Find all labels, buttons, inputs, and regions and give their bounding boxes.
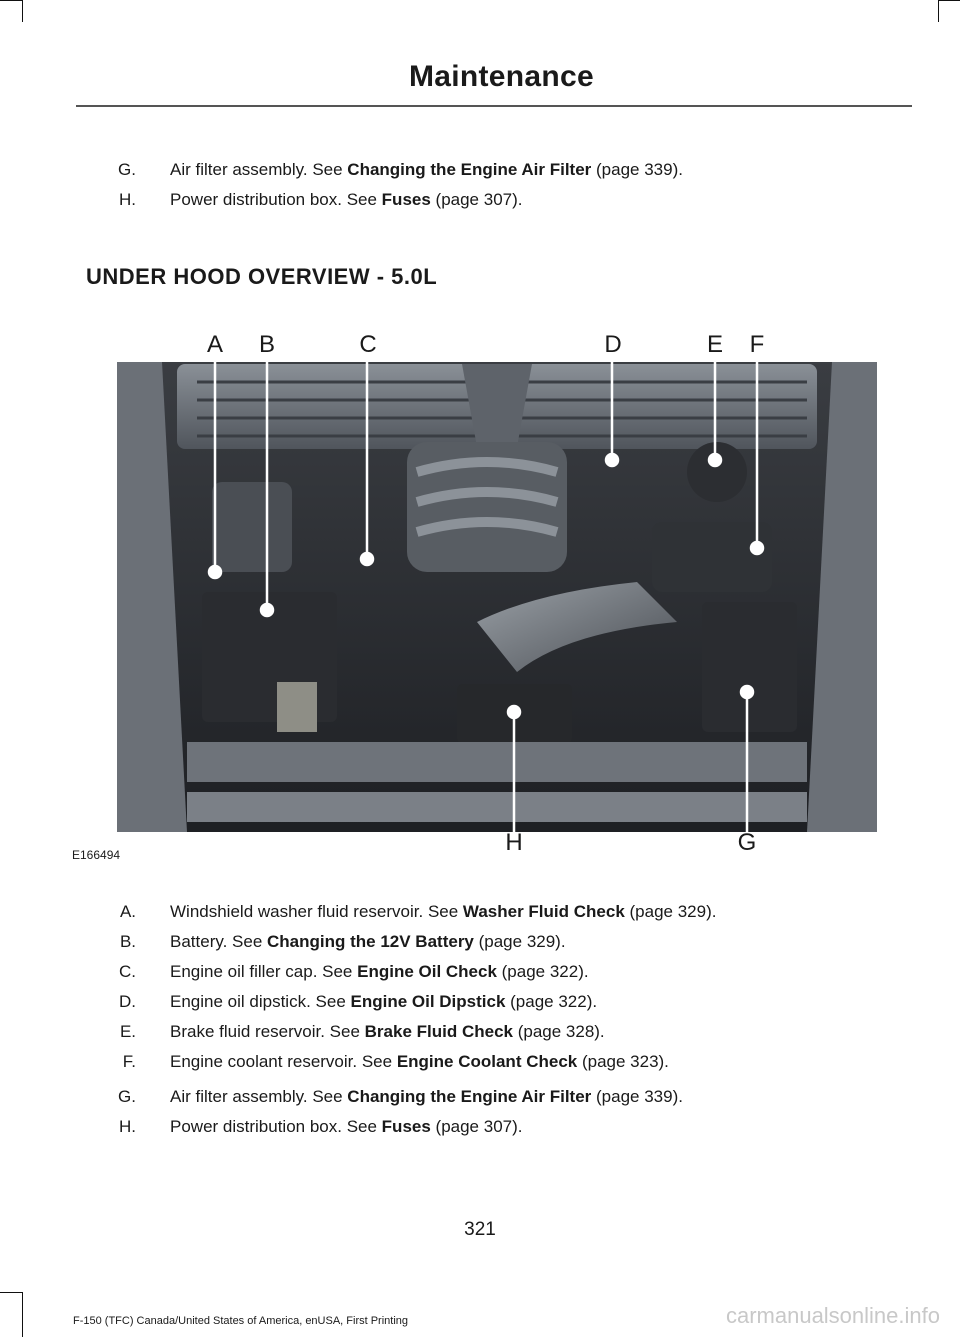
engine-bay-figure [117,322,877,852]
callout-label-f: F [749,331,765,358]
item-letter: C. [119,962,136,981]
item-text: Brake fluid reservoir. See Brake Fluid Check (page 328). [170,1022,605,1041]
item-letter: F. [122,1052,136,1071]
item-letter: E. [119,1022,136,1041]
section-title: UNDER HOOD OVERVIEW - 5.0L [86,264,438,289]
item-text: Engine oil dipstick. See Engine Oil Dipstick (page 322). [170,992,598,1011]
callout-label-a: A [206,331,224,358]
legend-item-h [0,1117,960,1145]
callout-label-c: C [359,331,377,358]
item-reference[interactable]: Washer Fluid Check [462,902,625,921]
item-reference[interactable]: Engine Oil Dipstick [350,992,506,1011]
legend-item-e [0,1022,960,1050]
legend-item-b [0,932,960,960]
callout-label-g: G [737,829,757,852]
crop-mark [22,1292,23,1337]
callout-label-h: H [505,829,523,852]
item-reference[interactable]: Engine Coolant Check [396,1052,578,1071]
legend-item-d [0,992,960,1020]
page-header-title: Maintenance [408,60,594,93]
item-text: Power distribution box. See Fuses (page 307). [170,1117,523,1136]
item-text: Battery. See Changing the 12V Battery (page 329). [170,932,566,951]
item-text: Power distribution box. See Fuses (page 307). [170,190,523,209]
callout-label-e: E [706,331,724,358]
item-reference[interactable]: Engine Oil Check [357,962,497,981]
crop-mark [0,0,22,1]
item-letter: A. [119,902,136,921]
item-reference[interactable]: Fuses [381,190,431,209]
header-divider [76,105,912,107]
crop-mark [0,1292,22,1293]
crop-mark [22,0,23,22]
item-letter: H. [119,1117,136,1136]
item-letter: G. [118,160,136,179]
item-reference[interactable]: Fuses [381,1117,431,1136]
legend-item-f [0,1052,960,1080]
item-reference[interactable]: Changing the Engine Air Filter [347,1087,592,1106]
item-letter: D. [119,992,136,1011]
figure-code: E166494 [72,848,121,862]
item-reference[interactable]: Brake Fluid Check [364,1022,513,1041]
legend-item-c [0,962,960,990]
item-text: Windshield washer fluid reservoir. See Washer Fluid Check (page 329). [170,902,717,921]
item-letter: B. [119,932,136,951]
legend-item-a [0,902,960,930]
crop-mark [938,0,960,1]
item-reference[interactable]: Changing the Engine Air Filter [347,160,592,179]
crop-mark [938,0,939,22]
item-reference[interactable]: Changing the 12V Battery [267,932,474,951]
legend-item-g [0,1087,960,1115]
item-letter: H. [119,190,136,209]
callout-label-b: B [258,331,276,358]
list-item [0,160,960,188]
item-text: Engine oil filler cap. See Engine Oil Check (page 322). [170,962,589,981]
item-letter: G. [118,1087,136,1106]
list-item [0,190,960,218]
item-text: Air filter assembly. See Changing the Engine Air Filter (page 339). [170,1087,683,1106]
item-text: Engine coolant reservoir. See Engine Coolant Check (page 323). [170,1052,669,1071]
footer-text: F-150 (TFC) Canada/United States of America, enUSA, First Printing [73,1315,409,1327]
callout-label-d: D [604,331,622,358]
page-number: 321 [464,1219,496,1240]
item-text: Air filter assembly. See Changing the Engine Air Filter (page 339). [170,160,683,179]
watermark: carmanualsonline.info [725,1303,940,1328]
